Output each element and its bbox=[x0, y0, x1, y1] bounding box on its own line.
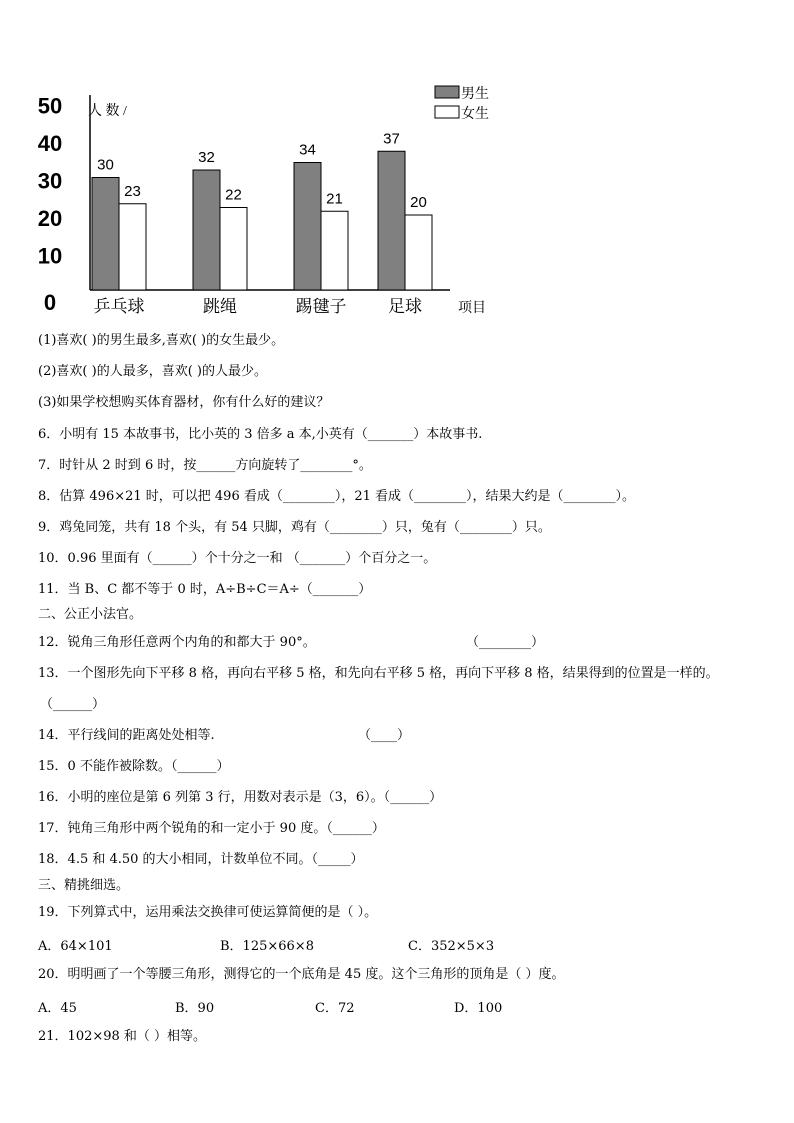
x-tick-label: 足球 bbox=[388, 297, 422, 316]
bar-girls bbox=[321, 211, 348, 290]
bar-boys bbox=[92, 178, 119, 291]
question-19: 19．下列算式中，运用乘法交换律可使运算简便的是（ ）。 bbox=[38, 905, 378, 920]
question-12: 12．锐角三角形任意两个内角的和都大于 90°。 bbox=[38, 635, 316, 650]
data-label: 22 bbox=[225, 186, 242, 204]
y-tick-label: 50 bbox=[37, 93, 63, 119]
x-tick-label: 乒乓球 bbox=[93, 297, 145, 316]
question-11: 11．当 B、C 都不等于 0 时，A÷B÷C＝A÷（_______） bbox=[38, 582, 372, 597]
data-label: 34 bbox=[299, 141, 316, 159]
question-12-blank: （________） bbox=[466, 635, 545, 650]
x-tick-label: 跳绳 bbox=[203, 297, 237, 316]
question-18: 18．4.5 和 4.50 的大小相同，计数单位不同。（_____） bbox=[38, 852, 364, 867]
y-tick-label: 40 bbox=[37, 131, 63, 156]
y-tick-label: 30 bbox=[37, 168, 63, 194]
section-2-title: 二、公正小法官。 bbox=[38, 607, 143, 622]
option-d: D．100 bbox=[454, 1001, 503, 1016]
y-tick-label: 20 bbox=[37, 206, 63, 231]
x-axis-label: 项目 bbox=[458, 301, 486, 316]
data-label: 21 bbox=[326, 190, 343, 208]
legend-label: 女生 bbox=[461, 107, 489, 122]
y-tick-label: 10 bbox=[37, 243, 63, 269]
question-7: 7．时针从 2 时到 6 时，按______方向旋转了________°。 bbox=[38, 458, 372, 473]
option-a: A．64×101 bbox=[38, 939, 113, 954]
data-label: 20 bbox=[410, 194, 427, 211]
question-17: 17．钝角三角形中两个锐角的和一定小于 90 度。（______） bbox=[38, 821, 385, 836]
data-label: 37 bbox=[383, 130, 400, 148]
sub-question-3: (3)如果学校想购买体育器材，你有什么好的建议？ bbox=[38, 395, 330, 410]
y-axis-label: 人 数 / bbox=[88, 104, 127, 119]
bar-girls bbox=[405, 215, 432, 290]
data-label: 32 bbox=[198, 149, 215, 166]
sub-question-1: (1)喜欢( )的男生最多,喜欢( )的女生最少。 bbox=[38, 333, 285, 348]
sub-question-2: (2)喜欢( )的人最多，喜欢( )的人最少。 bbox=[38, 364, 267, 379]
question-20: 20．明明画了一个等腰三角形，测得它的一个底角是 45 度。这个三角形的顶角是（ ）度。 bbox=[38, 967, 565, 982]
question-21: 21．102×98 和（ ）相等。 bbox=[38, 1029, 207, 1044]
question-14: 14．平行线间的距离处处相等. bbox=[38, 728, 215, 743]
question-15: 15．0 不能作被除数。（______） bbox=[38, 759, 230, 774]
option-b: B．90 bbox=[175, 1001, 215, 1016]
legend-swatch bbox=[435, 106, 459, 118]
option-c: C．72 bbox=[315, 1001, 355, 1016]
legend-swatch bbox=[435, 86, 459, 98]
data-label: 30 bbox=[97, 156, 114, 174]
bar-boys bbox=[193, 170, 220, 290]
bar-chart bbox=[30, 80, 500, 320]
y-tick-label: 0 bbox=[43, 290, 57, 315]
question-9: 9．鸡兔同笼，共有 18 个头，有 54 只脚，鸡有（________）只，兔有（________）只。 bbox=[38, 520, 551, 535]
bar-boys bbox=[294, 163, 321, 291]
legend-label: 男生 bbox=[461, 87, 489, 102]
option-c: C．352×5×3 bbox=[408, 939, 495, 954]
question-14-blank: （____） bbox=[358, 728, 411, 743]
section-3-title: 三、精挑细选。 bbox=[38, 878, 130, 893]
bar-girls bbox=[119, 204, 146, 290]
question-16: 16．小明的座位是第 6 列第 3 行，用数对表示是（3，6）。（______） bbox=[38, 790, 443, 805]
data-label: 23 bbox=[124, 182, 141, 200]
bar-girls bbox=[220, 208, 247, 291]
question-13-blank: （______） bbox=[40, 697, 106, 712]
question-6: 6．小明有 15 本故事书，比小英的 3 倍多 a 本,小英有（_______）本故事书. bbox=[38, 427, 483, 442]
option-a: A．45 bbox=[38, 1001, 77, 1016]
question-10: 10．0.96 里面有（______）个十分之一和 （_______）个百分之一。 bbox=[38, 551, 437, 566]
bar-boys bbox=[378, 151, 405, 290]
option-b: B．125×66×8 bbox=[220, 939, 314, 954]
question-13: 13．一个图形先向下平移 8 格，再向右平移 5 格，和先向右平移 5 格，再向下平移 8 格，结果得到的位置是一样的。 bbox=[38, 666, 719, 681]
x-tick-label: 踢毽子 bbox=[295, 297, 347, 316]
question-8: 8．估算 496×21 时，可以把 496 看成（________），21 看成（________），结果大约是（________）。 bbox=[38, 489, 636, 504]
